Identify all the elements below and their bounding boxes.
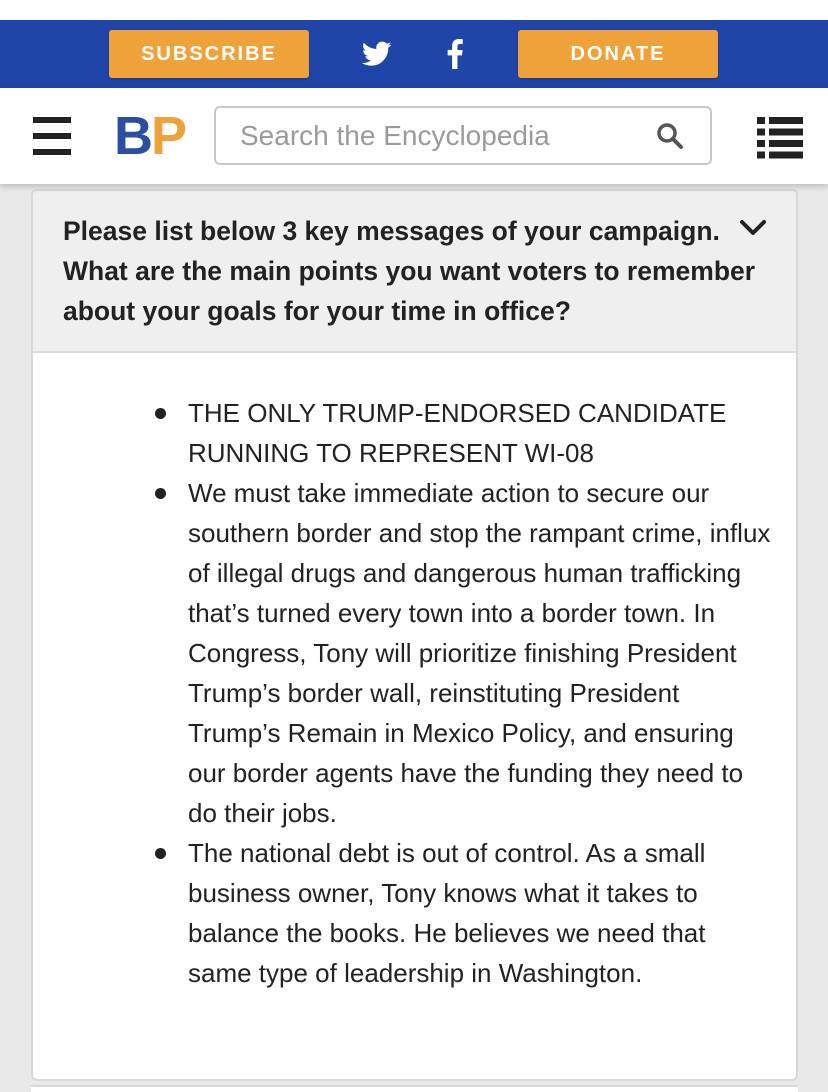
list-item: We must take immediate action to secure our southern border and stop the rampant crime, influx of illegal drugs and dangerous human trafficking that’s turned every town into a border town. In Congress, Tony will prioritize finishing President Trump’s border wall, reinstituting President Trump’s Remain in Mexico Policy, and ensuring our border agents have the funding they need to do their jobs. xyxy=(153,473,773,833)
ballotpedia-logo[interactable] xyxy=(114,106,185,166)
chevron-down-icon[interactable] xyxy=(739,219,767,237)
facebook-icon[interactable] xyxy=(438,37,472,71)
list-item: The national debt is out of control. As a small business owner, Tony knows what it takes to balance the books. He believes we need that same type of leadership in Washington. xyxy=(153,833,773,993)
list-menu-icon[interactable] xyxy=(757,117,803,159)
logo-letter-b: B xyxy=(114,106,151,166)
nav-bar xyxy=(0,88,828,184)
next-card-edge xyxy=(31,1085,798,1092)
hamburger-menu-icon[interactable] xyxy=(33,117,71,155)
donate-button[interactable]: DONATE xyxy=(518,30,718,78)
question-header[interactable] xyxy=(33,191,796,353)
status-strip xyxy=(0,0,828,20)
key-messages-list xyxy=(153,393,773,993)
question-card xyxy=(31,189,798,1081)
search-icon[interactable] xyxy=(656,122,684,150)
search-input[interactable] xyxy=(216,108,646,163)
logo-letter-p: P xyxy=(151,106,186,166)
subscribe-button[interactable]: SUBSCRIBE xyxy=(109,30,309,78)
top-bar xyxy=(0,20,828,88)
twitter-icon[interactable] xyxy=(360,37,394,71)
search-box xyxy=(214,106,712,165)
question-text: Please list below 3 key messages of your campaign. What are the main points you want voters to remember about your goals for your time in office? xyxy=(63,216,756,326)
list-item: THE ONLY TRUMP-ENDORSED CANDIDATE RUNNING TO REPRESENT WI-08 xyxy=(153,393,773,473)
